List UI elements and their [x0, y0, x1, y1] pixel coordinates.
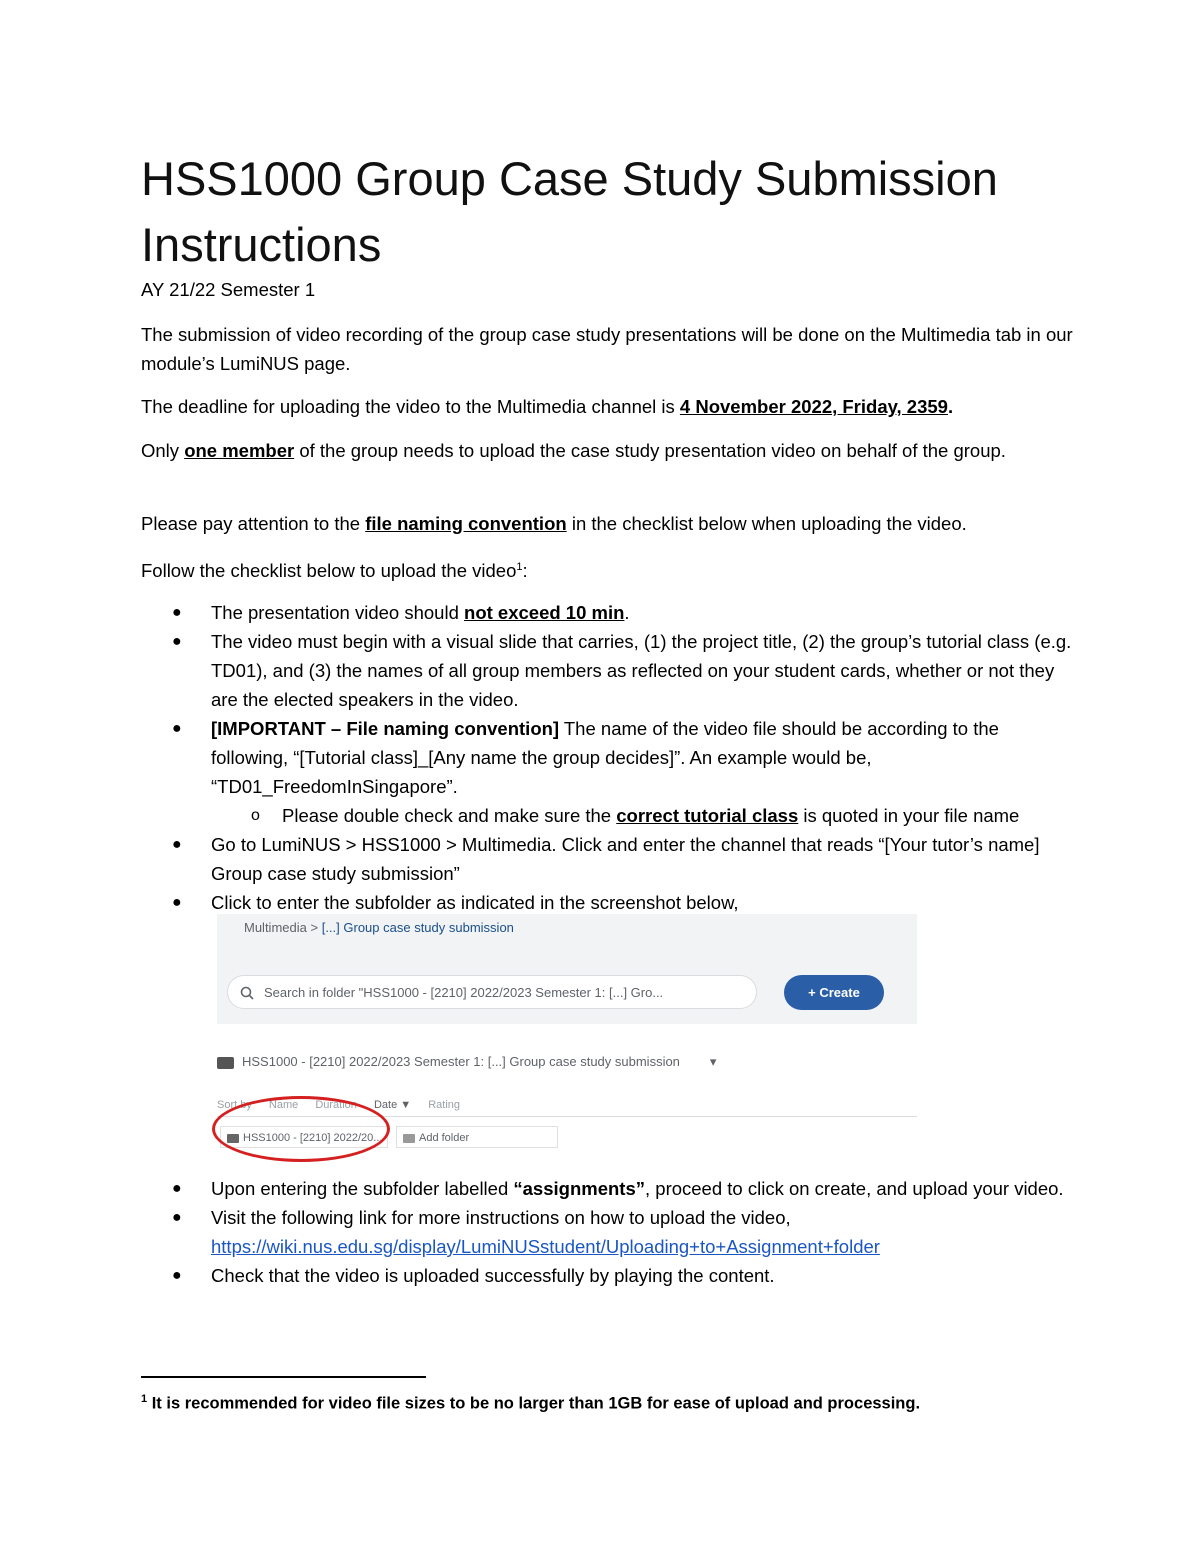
breadcrumb-root: Multimedia: [244, 920, 307, 935]
sort-by-label: Sort by: [217, 1099, 252, 1111]
checklist: [141, 598, 1076, 917]
sort-rating[interactable]: Rating: [428, 1099, 461, 1111]
folder-title-bar[interactable]: [217, 1050, 777, 1074]
sort-date[interactable]: Date ▼: [373, 1099, 412, 1111]
list-item: [141, 1174, 1076, 1203]
sub-list-item: [141, 801, 1076, 830]
page-title: HSS1000 Group Case Study Submission Instructions: [141, 152, 998, 271]
circle-bullet-icon: o: [251, 807, 260, 824]
bullet-icon: ●: [172, 1267, 182, 1284]
deadline-suffix: .: [947, 396, 954, 417]
important-label: [IMPORTANT – File naming convention]: [211, 718, 560, 739]
footnote-number: 1: [141, 1393, 148, 1405]
intro-paragraph: The submission of video recording of the group case study presentations will be done on the Multimedia tab in our module’s LumiNUS page.: [141, 324, 1073, 374]
one-member-emphasis: one member: [184, 440, 295, 461]
naming-suffix: in the checklist below when uploading the video.: [566, 513, 967, 534]
duration-limit-emphasis: not exceed 10 min: [464, 602, 625, 623]
sort-duration[interactable]: Duration: [315, 1099, 357, 1111]
footnote-text: It is recommended for video file sizes to be no larger than 1GB for ease of upload and processing.: [151, 1394, 921, 1413]
highlight-circle: [212, 1096, 390, 1162]
item-text: Upon entering the subfolder labelled: [211, 1178, 514, 1199]
sort-name[interactable]: Name: [268, 1099, 299, 1111]
add-folder-tile[interactable]: [396, 1126, 558, 1148]
semester-line: AY 21/22 Semester 1: [141, 279, 316, 300]
item-text: Go to LumiNUS > HSS1000 > Multimedia. Click and enter the channel that reads “[Your tutor’s name] Group case study submission”: [211, 834, 1040, 884]
bullet-icon: ●: [172, 633, 182, 650]
list-item: [141, 1203, 1076, 1261]
bullet-icon: ●: [172, 1209, 182, 1226]
folder-title: HSS1000 - [2210] 2022/2023 Semester 1: [...] Group case study submission: [242, 1054, 680, 1069]
search-input[interactable]: [227, 975, 757, 1009]
assignments-emphasis: “assignments”: [513, 1178, 645, 1199]
deadline-date: 4 November 2022, Friday, 2359: [679, 396, 948, 417]
bullet-icon: ●: [172, 836, 182, 853]
footnote-reference: 1: [516, 561, 523, 573]
folder-icon: [217, 1057, 234, 1069]
search-icon: [240, 986, 254, 1000]
member-prefix: Only: [141, 440, 185, 461]
footnote-divider: [141, 1376, 426, 1378]
embedded-screenshot: [217, 914, 917, 1024]
breadcrumb-separator: >: [310, 920, 319, 935]
breadcrumb: [244, 920, 514, 935]
item-text: is quoted in your file name: [798, 805, 1020, 826]
bullet-icon: ●: [172, 1180, 182, 1197]
chevron-down-icon: ▾: [709, 1054, 717, 1069]
instructions-link[interactable]: https://wiki.nus.edu.sg/display/LumiNUSstudent/Uploading+to+Assignment+folder: [211, 1236, 880, 1257]
item-text: The presentation video should: [211, 602, 465, 623]
list-item: [141, 1261, 1076, 1290]
item-text: .: [624, 602, 630, 623]
list-item: [141, 830, 1076, 888]
bullet-icon: ●: [172, 604, 182, 621]
bullet-icon: ●: [172, 894, 182, 911]
list-item: [141, 888, 1076, 917]
search-placeholder: Search in folder "HSS1000 - [2210] 2022/2023 Semester 1: [...] Gro...: [264, 985, 664, 1000]
tutorial-class-emphasis: correct tutorial class: [616, 805, 799, 826]
checklist-intro: Follow the checklist below to upload the video$^1$:: [141, 560, 528, 582]
item-text: The video must begin with a visual slide that carries, (1) the project title, (2) the group’s tutorial class (e.g. TD01), and (3) the names of all group members as reflected on your student cards, whether or not they are the elected speakers in the video.: [211, 631, 1072, 710]
item-text: Click to enter the subfolder as indicated in the screenshot below,: [211, 892, 739, 913]
footnote: [141, 1386, 1081, 1417]
list-item: [141, 627, 1076, 714]
checklist-continued: [141, 1174, 1076, 1290]
item-text: Please double check and make sure the: [282, 805, 617, 826]
item-text: Visit the following link for more instructions on how to upload the video,: [211, 1207, 791, 1228]
member-paragraph: [141, 436, 1076, 465]
list-item: [141, 714, 1076, 801]
breadcrumb-current: [...] Group case study submission: [321, 920, 514, 935]
naming-emphasis: file naming convention: [365, 513, 567, 534]
item-text: The name of the video file should be according to the following, “[Tutorial class]_[Any name the group decides]”. An example would be, “TD01_FreedomInSingapore”.: [211, 718, 999, 797]
naming-paragraph: [141, 509, 1076, 538]
list-item: [141, 598, 1076, 627]
item-text: Check that the video is uploaded successfully by playing the content.: [211, 1265, 775, 1286]
item-text: , proceed to click on create, and upload your video.: [645, 1178, 1064, 1199]
bullet-icon: ●: [172, 720, 182, 737]
deadline-paragraph: [141, 392, 1076, 421]
naming-prefix: Please pay attention to the: [141, 513, 366, 534]
subfolder-label: HSS1000 - [2210] 2022/20...: [243, 1132, 383, 1144]
add-folder-label: Add folder: [419, 1132, 470, 1144]
deadline-text: The deadline for uploading the video to the Multimedia channel is: [141, 396, 680, 417]
create-button[interactable]: + Create: [784, 975, 884, 1010]
checklist-intro-text: Follow the checklist below to upload the video: [141, 560, 517, 582]
member-suffix: of the group needs to upload the case study presentation video on behalf of the group.: [294, 440, 1006, 461]
folder-icon: [403, 1134, 415, 1143]
